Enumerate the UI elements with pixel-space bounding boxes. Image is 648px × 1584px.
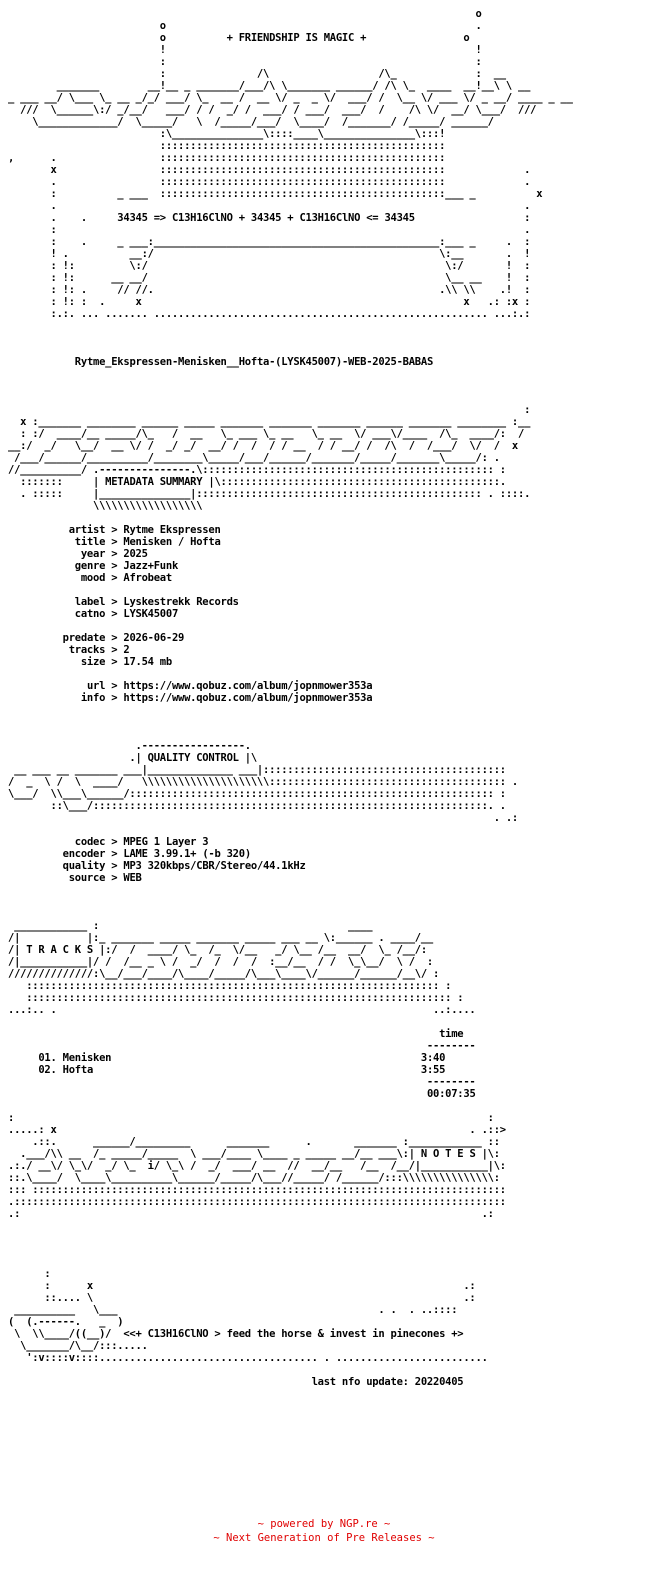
track-number: 02.	[38, 1064, 57, 1076]
track-time: 3:40	[420, 1052, 446, 1064]
header-ascii-art: o o . o + FRIENDSHIP IS MAGIC + o ! ! : : : /\ /\_ : __ _______ __!__ _ _______/___/\ \_______ ______/ /\ \_ ____ __!__\ \ __ _ ___ __/ \___ \_ __ _/_/ ___/ \_ __ / __ \/ _ _ \/ ___/ / \__ \/ ___ \/ _ __/ ____ _ __ /// \______\:/ _/__/ ___/ / / _/ / ___/ / ___/ ___/ / /\ \/ __/ \___/ /// \_____________/ \_____/ \ /_____/___/ \____/ /_______/ /_____/ ______/ :\_______________\::::____\_______________\:::! ::::::::::::::::::::::::::::::::::::::::::::::: , . ::::::::::::::::::::::::::::::::::::::::::::::: x ::::::::::::::::::::::::::::::::::::::::::::::: . . ::::::::::::::::::::::::::::::::::::::::::::::: . : _ ___ :::::::::::::::::::::::::::::::::::::::::::::::___ _ x . . . . 34345 => C13H16ClNO + 34345 + C13H16ClNO <= 34345 : : . : . _ ___:_______________________________________________:___ _ . : ! . __:/ \:__ . ! : !: \:/ \:/ ! : : !: __ __/ \__ __ ! : : !: . // //. .\\ \\ .! : : !: : . x x .: :x : :.:. ... ....... ....................................................... ...:.:	[8, 8, 573, 320]
track-title: Hofta	[62, 1064, 94, 1076]
metadata-fields: artist > Rytme Ekspressen title > Menisken / Hofta year > 2025 genre > Jazz+Funk mood > Afrobeat label > Lyskestrekk Records catno > LYSK45007 predate > 2026-06-29 tracks > 2 size > 17.54 mb url > https://www.qobuz.com/album/jopnmower353a info > https://www.qobuz.com/album/jopnmower353a	[62, 524, 373, 704]
metadata-header-art: : x :_______ ________ ______ _____ _______ _______ _______ ______ _______ ________ :__ : :/ ____/__ _____/\_ / __ \_ ___ \_ __ \_ __ \/ ___\/____ /\_ ____/: / __:/ _/ \__/ __ \/ / _/ _/ __/ / / / / __ / / __/ / /\ / /___/ \/ / x /___/______/__________/________\_____/___/______/_______/_____/_______\_____/: . //__________/ .---------------.\:::::::::::::::::::::::::::::::::::::::::::::::: : ::::::: | METADATA SUMMARY |\::::::::::::::::::::::::::::::::::::::::::::::. . ::::: |_______________|::::::::::::::::::::::::::::::::::::::::::::::: . ::::. \\\\\\\\\\\\\\\\\\	[8, 404, 531, 512]
notes-title: N O T E S	[420, 1148, 476, 1160]
release-name: Rytme_Ekspressen-Menisken__Hofta-(LYSK45007)-WEB-2025-BABAS	[74, 356, 434, 368]
track-time: 3:55	[420, 1064, 446, 1076]
footer-tagline: ~ Next Generation of Pre Releases ~	[213, 1532, 435, 1544]
ngp-link[interactable]: NGP.re	[339, 1518, 378, 1530]
nfo-document: o o . o + FRIENDSHIP IS MAGIC + o ! ! : : : /\ /\_ : __ _______ __!__ _ _______/___/\ \_______ ______/ /\ \_ ____ __!__\ \ __ _ ___ __/ \___ \_ __ _/_/ ___/ \_ __ / __ \/ _ _ \/ ___/ / \__ \/ ___ \/ _ __/ ____ _ __ /// \______\:/ _/__/ ___/ / / _/ / ___/ / ___/ ___/ / /\ \/ __/ \___/ /// \_____________/ \_____/ \ /_____/___/ \____/ /_______/ /_____/ ______/ :\_______________\::::____\_______________\:::! ::::::::::::::::::::::::::::::::::::::::::::::: , . ::::::::::::::::::::::::::::::::::::::::::::::: x ::::::::::::::::::::::::::::::::::::::::::::::: . . ::::::::::::::::::::::::::::::::::::::::::::::: . : _ ___ :::::::::::::::::::::::::::::::::::::::::::::::___ _ x . . . . 34345 => C13H16ClNO + 34345 + C13H16ClNO <= 34345 : : . : . _ ___:_______________________________________________:___ _ . : ! . __:/ \:__ . ! : !: \:/ \:/ ! : : !: __ __/ \__ __ ! : : !: . // //. .\\ \\ .! : : !: : . x x .: :x : :.:. ... ....... ....................................................... ...:.: Rytme_Ekspressen-Menisken__Hofta-(LYSK45007)-WEB-2025-BABAS : x :_______ ________ ______ _____ _______ _______ _______ ______ _______ ________ :__ : :/ ____/__ _____/\_ / __ \_ ___ \_ __ \_ __ \/ ___\/____ /\_ ____/: / __:/ _/ \__/ __ \/ / _/ _/ __/ / / / / __ / / __/ / /\ / /___/ \/ / x /___/______/__________/________\_____/___/______/_______/_____/_______\_____/: . //__________/ .---------------.\:::::::::::::::::::::::::::::::::::::::::::::::: : ::::::: | METADATA SUMMARY |\::::::::::::::::::::::::::::::::::::::::::::::. . ::::: |_______________|::::::::::::::::::::::::::::::::::::::::::::::: . ::::. \\\\\\\\\\\\\\\\\\ artist > Rytme Ekspressen title > Menisken / Hofta year > 2025 genre > Jazz+Funk mood > Afrobeat label > Lyskestrekk Records catno > LYSK45007 predate > 2026-06-29 tracks > 2 size > 17.54 mb url > https://www.qobuz.com/album/jopnmower353a info > https://www.qobuz.com/album/jopnmower353a .-----------------. .| QUALITY CONTROL |\ __ ___ __ _______ ___|______________ ___|:::::::::::::::::::::::::::::::::::::::: / _ \ / \ ____/ \\\\\\\\\\\\\\\\\\\\\::::::::::::::::::::::::::::::::::::::: . \___/ \\___\______/:::::::::::::::::::::::::::::::::::::::::::::::::::::::::::: : ::\___/:::::::::::::::::::::::::::::::::::::::::::::::::::::::::::::::::. . . .: codec > MPEG 1 Layer 3 encoder > LAME 3.99.1+ (-b 320) quality > MP3 320kbps/CBR/Stereo/44.1kHz source > WEB ____________ : ____ /| |:_ _______ _____ _______ _____ ___ __ \:______ . ____/__ /| T R A C K S |:/ / ____/ \_ /_ \/__ _/ \__ /__ __/ \_ /__/: /|___________|/ / /__ _ \ / _/ / / / :__/__ / / \_\__/ \ / : //////////////:\__/___/____/\____/_____/\___\____\/______/______/__\/ : :::::::::::::::::::::::::::::::::::::::::::::::::::::::::::::::::::: : :::::::::::::::::::::::::::::::::::::::::::::::::::::::::::::::::::::: : ...:.. . ..:.... time -------- 01. Menisken 3:40 02. Hofta 3:55 -------- 00:07:35 : : .....: x . .::> .::. ______/_________ _______ . _______ :____________ :: .___/\\ __ /_ _____/_____ \ ___/____ \____ _ _____ __/__ ___\:| N O T E S |\: .:./ __\/ \_\/ _/ \_ i/ \_\ / _/ ___/ __ // __/__ /__ /__/|___________|\: ::.\____/ \____\__________\______/_____/\___//_____/ /______/:::\\\\\\\\\\\\\\\: ::: :::::::::::::::::::::::::::::::::::::::::::::::::::::::::::::::::::::::::::::: .::::::::::::::::::::::::::::::::::::::::::::::::::::::::::::::::::::::::::::::::: .: .: : : x .: ::.... \ .: __________ \___ . . . ..:::: ( (.------. _ ) \ \\____/((__)/ <<+ C13H16ClNO > feed the horse & invest in pinecones +> \_______/\__/:::..... ':v::::v::::.................................... . ......................... last nfo update: 20220405	[8, 8, 573, 1388]
time-header: time	[439, 1028, 464, 1040]
tagline: <<+ C13H16ClNO > feed the horse & invest in pinecones +>	[123, 1328, 464, 1340]
track-number: 01.	[38, 1052, 57, 1064]
metadata-title: METADATA SUMMARY	[105, 476, 203, 488]
tracks-title: T R A C K S	[26, 944, 94, 956]
url-link[interactable]: https://www.qobuz.com/album/jopnmower353a	[123, 680, 373, 692]
track-list	[8, 1052, 445, 1076]
footer-art: : : x .: ::.... \ .: __________ \___ . . . ..:::: ( (.------. _ ) \ \\____/((__)/ <<+ C13H16ClNO > feed the horse & invest in pinecones +> \_______/\__/:::..... ':v::::v::::.................................... . .........................	[8, 1268, 488, 1364]
info-link[interactable]: https://www.qobuz.com/album/jopnmower353a	[123, 692, 373, 704]
quality-header-art: .-----------------. .| QUALITY CONTROL |\ __ ___ __ _______ ___|______________ ___|:::::::::::::::::::::::::::::::::::::::: / _ \ / \ ____/ \\\\\\\\\\\\\\\\\\\\\::::::::::::::::::::::::::::::::::::::: . \___/ \\___\______/:::::::::::::::::::::::::::::::::::::::::::::::::::::::::::: : ::\___/:::::::::::::::::::::::::::::::::::::::::::::::::::::::::::::::::. . . .:	[8, 740, 519, 824]
last-update: last nfo update: 20220405	[311, 1376, 464, 1388]
tagline-friendship: FRIENDSHIP IS MAGIC	[238, 32, 355, 44]
notes-header-art: : : .....: x . .::> .::. ______/_________ _______ . _______ :____________ :: .___/\\ __ /_ _____/_____ \ ___/____ \____ _ _____ __/__ ___\:| N O T E S |\: .:./ __\/ \_\/ _/ \_ i/ \_\ / _/ ___/ __ // __/__ /__ /__/|___________|\: ::.\____/ \____\__________\______/_____/\___//_____/ /______/:::\\\\\\\\\\\\\\\: ::: :::::::::::::::::::::::::::::::::::::::::::::::::::::::::::::::::::::::::::::: .::::::::::::::::::::::::::::::::::::::::::::::::::::::::::::::::::::::::::::::::: .: .:	[8, 1112, 506, 1220]
footer-powered-by: ~ powered by NGP.re ~	[257, 1518, 391, 1530]
formula-line: 34345 => C13H16ClNO + 34345 + C13H16ClNO <= 34345	[117, 212, 415, 224]
tracks-header-art: ____________ : ____ /| |:_ _______ _____ _______ _____ ___ __ \:______ . ____/__ /| T R A C K S |:/ / ____/ \_ /_ \/__ _/ \__ /__ __/ \_ /__/: /|___________|/ / /__ _ \ / _/ / / / :__/__ / / \_\__/ \ / : //////////////:\__/___/____/\____/_____/\___\____\/______/______/__\/ : :::::::::::::::::::::::::::::::::::::::::::::::::::::::::::::::::::: : :::::::::::::::::::::::::::::::::::::::::::::::::::::::::::::::::::::: : ...:.. . ..:....	[8, 920, 476, 1016]
quality-title: QUALITY CONTROL	[147, 752, 239, 764]
track-title: Menisken	[62, 1052, 112, 1064]
quality-fields: codec > MPEG 1 Layer 3 encoder > LAME 3.99.1+ (-b 320) quality > MP3 320kbps/CBR/Stereo/44.1kHz source > WEB	[62, 836, 306, 884]
total-time: 00:07:35	[426, 1088, 476, 1100]
